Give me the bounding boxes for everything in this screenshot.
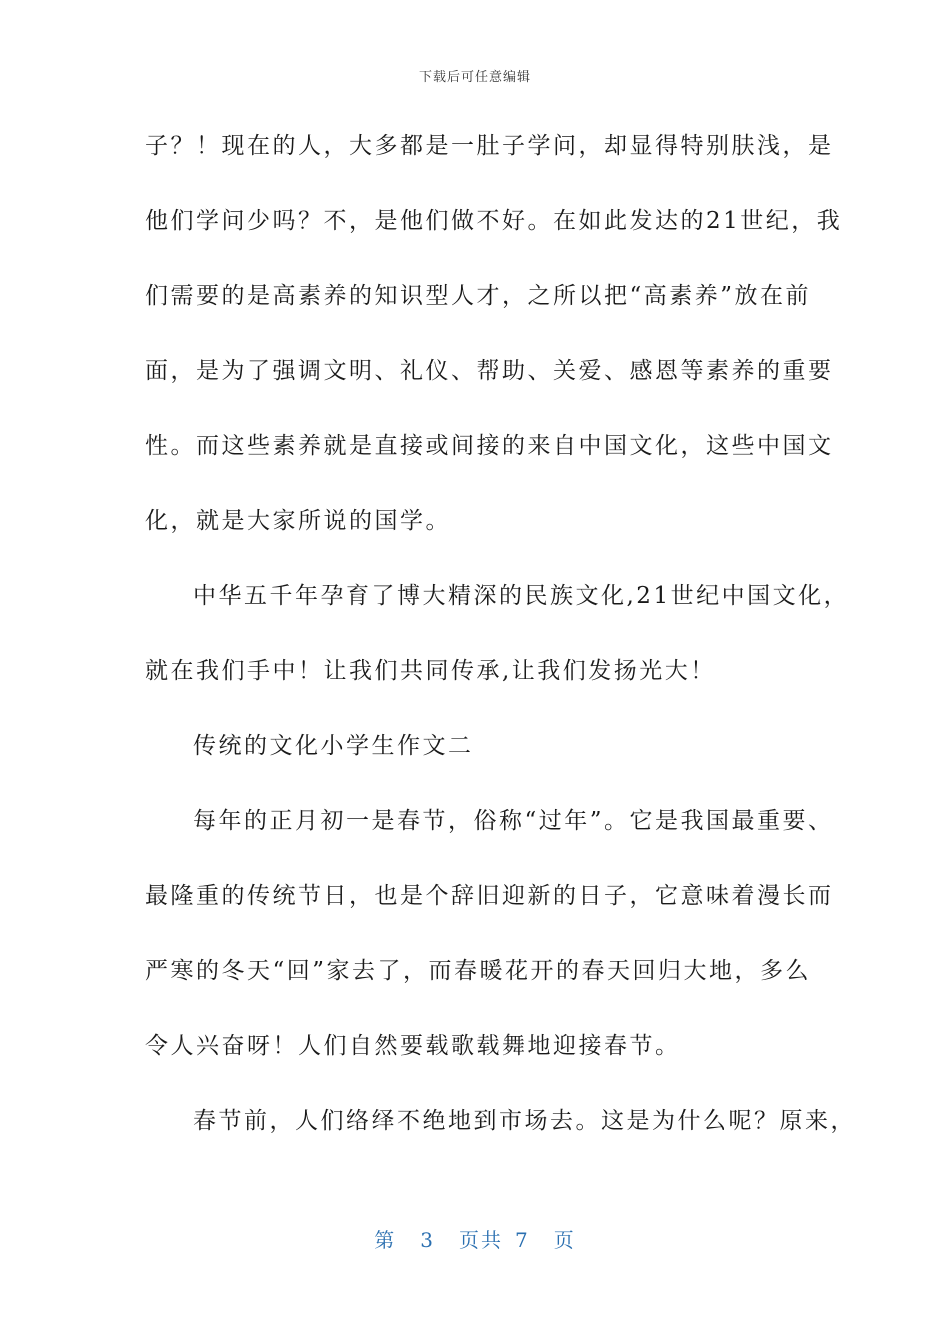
footer-suffix: 页 bbox=[553, 1228, 576, 1252]
text-line: 令人兴奋呀！人们自然要载歌载舞地迎接春节。 bbox=[145, 1033, 681, 1059]
document-body bbox=[145, 118, 856, 1168]
text-line: 性。而这些素养就是直接或间接的来自中国文化，这些中国文 bbox=[145, 433, 834, 459]
text-line: 子？！现在的人，大多都是一肚子学问，却显得特别肤浅，是 bbox=[145, 133, 834, 159]
text-line: 中华五千年孕育了博大精深的民族文化,21世纪中国文化， bbox=[193, 583, 850, 609]
text-line: 面，是为了强调文明、礼仪、帮助、关爱、感恩等素养的重要 bbox=[145, 358, 834, 384]
text-line: 他们学问少吗？不，是他们做不好。在如此发达的21世纪，我 bbox=[145, 208, 843, 234]
footer-page-number: 3 bbox=[420, 1228, 435, 1252]
text-line: 春节前，人们络绎不绝地到市场去。这是为什么呢？原来， bbox=[193, 1108, 856, 1134]
page-footer bbox=[0, 1224, 950, 1253]
text-line: 每年的正月初一是春节，俗称“过年”。它是我国最重要、 bbox=[193, 808, 834, 834]
text-line: 最隆重的传统节日，也是个辞旧迎新的日子，它意味着漫长而 bbox=[145, 883, 834, 909]
text-line: 化，就是大家所说的国学。 bbox=[145, 508, 451, 534]
section-heading: 传统的文化小学生作文二 bbox=[193, 733, 474, 759]
footer-middle: 页共 bbox=[459, 1228, 503, 1252]
footer-total-pages: 7 bbox=[515, 1228, 530, 1252]
text-line: 们需要的是高素养的知识型人才，之所以把“高素养”放在前 bbox=[145, 283, 812, 309]
text-line: 就在我们手中！让我们共同传承,让我们发扬光大！ bbox=[145, 658, 716, 684]
text-line: 严寒的冬天“回”家去了，而春暖花开的春天回归大地，多么 bbox=[145, 958, 812, 984]
page-header: 下载后可任意编辑 bbox=[418, 70, 531, 85]
footer-prefix: 第 bbox=[374, 1228, 397, 1252]
